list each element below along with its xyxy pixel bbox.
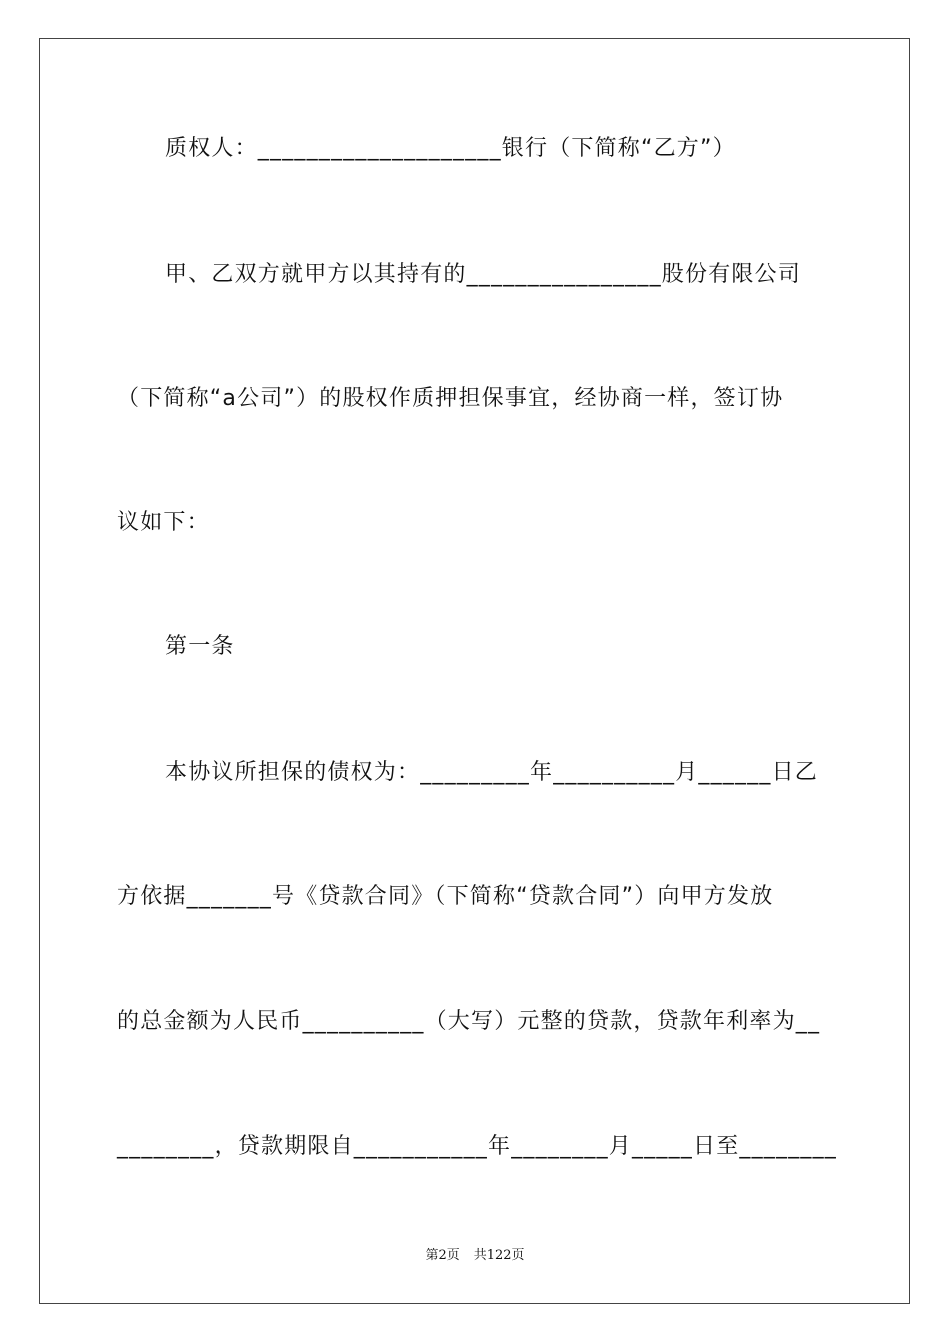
- body-line-3: 议如下：: [117, 510, 210, 535]
- page-total: 共122页: [473, 1248, 525, 1263]
- page-footer: [0, 1248, 950, 1264]
- pledgee-line: 质权人：____________________银行（下简称“乙方”）: [165, 136, 736, 161]
- body-line-2: （下简称“a公司”）的股权作质押担保事宜，经协商一样，签订协: [117, 386, 784, 411]
- article-heading: 第一条: [165, 634, 235, 659]
- article-line-3: 的总金额为人民币__________（大写）元整的贷款，贷款年利率为__: [117, 1009, 821, 1034]
- page-border: [39, 38, 910, 1304]
- article-line-4: ________，贷款期限自___________年________月_____日至________: [117, 1134, 838, 1159]
- body-line-1: 甲、乙双方就甲方以其持有的________________股份有限公司: [165, 262, 802, 287]
- page-number: 第2页: [425, 1248, 460, 1263]
- article-line-2: 方依据_______号《贷款合同》（下简称“贷款合同”）向甲方发放: [117, 884, 774, 909]
- article-line-1: 本协议所担保的债权为：_________年__________月______日乙: [165, 760, 819, 785]
